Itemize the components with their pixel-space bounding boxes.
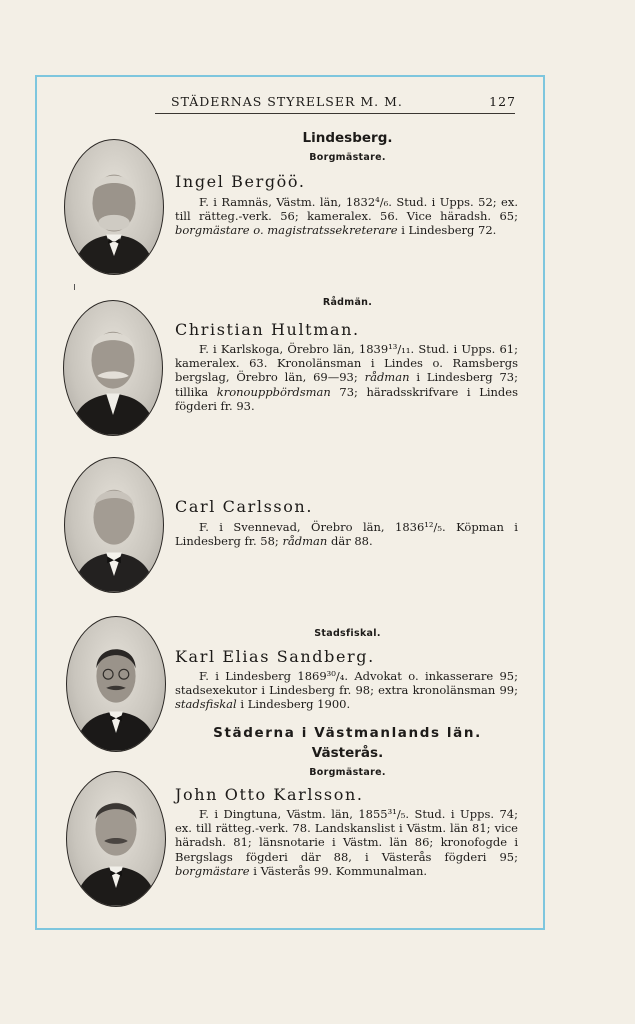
portrait-john-otto-karlsson [66, 771, 166, 907]
bio-title: kronouppbördsman [216, 384, 331, 399]
bio-title: borgmästare o. magistratssekreterare [175, 223, 398, 238]
bio-text: F. i Svennevad, Örebro län, 1836 [199, 520, 425, 534]
birth-date: ¹²/₅ [424, 520, 443, 534]
bio-title: rådman [364, 370, 410, 385]
section-radman: Rådmän. [322, 297, 373, 308]
bio-text: 73; häradsskrifvare i Lindes fögderi fr. 93. [175, 384, 518, 413]
name-christian-hultman: Christian Hultman. [175, 320, 360, 339]
birth-date: ³⁰/₄ [326, 669, 345, 683]
birth-date: ⁴/₆ [375, 195, 389, 209]
section-title-lindesberg: Lindesberg. [302, 130, 393, 146]
bio-christian-hultman [175, 342, 518, 413]
section-borgmastare-2: Borgmästare. [309, 767, 386, 778]
bio-title: rådman [282, 534, 328, 549]
bio-text: . Köpman i Lindesberg fr. 58; [175, 520, 518, 549]
bio-carl-carlsson [175, 520, 518, 548]
running-title: STÄDERNAS STYRELSER M. M. [171, 94, 403, 109]
bio-text: F. i Dingtuna, Västm. län, 1855 [199, 807, 388, 821]
portrait-christian-hultman [63, 300, 163, 436]
bio-text: . Stud. i Upps. 61; kameralex. 63. Kronolänsman i Lindes o. Ramsbergs bergslag, Örebro län, 69—93; [175, 342, 518, 385]
bio-text: där 88. [327, 534, 373, 549]
bio-text: F. i Karlskoga, Örebro län, 1839 [199, 342, 389, 356]
name-karl-elias-sandberg: Karl Elias Sandberg. [175, 647, 375, 666]
bio-text: . Advokat o. inkasserare 95; stadsexekutor i Lindesberg fr. 98; extra kronolänsman 99; [175, 669, 518, 698]
bio-text: . Stud. i Upps. 52; ex. till rätteg.-verk. 56; kameralex. 56. Vice häradsh. 65; [175, 195, 518, 224]
bio-ingel-bergoo [175, 195, 518, 238]
birth-date: ³¹/₅ [387, 807, 406, 821]
bio-text: . Stud. i Upps. 74; ex. till rätteg.-verk. 78. Landskanslist i Västm. län 81; vice häradsh. 81; länsnotarie i Västm. län 86; kronofogde i Bergslags fögderi där 88, i Västerås fögderi 95; [175, 807, 518, 864]
bio-text: F. i Lindesberg 1869 [199, 669, 327, 683]
section-title-vasteras: Västerås. [311, 745, 384, 761]
birth-date: ¹³/₁₁ [388, 342, 411, 356]
bio-text: i Lindesberg 1900. [236, 697, 351, 712]
name-john-otto-karlsson: John Otto Karlsson. [175, 785, 364, 804]
portrait-carl-carlsson [64, 457, 164, 593]
name-carl-carlsson: Carl Carlsson. [175, 497, 314, 516]
page-number: 127 [489, 94, 516, 109]
bio-karl-elias-sandberg [175, 669, 518, 712]
bio-text: F. i Ramnäs, Västm. län, 1832 [199, 195, 376, 209]
portrait-karl-elias-sandberg [66, 616, 166, 752]
name-ingel-bergoo: Ingel Bergöö. [175, 172, 306, 191]
bio-text: i Lindesberg 73; tillika [175, 370, 519, 399]
bio-text: i Västerås 99. Kommunalman. [249, 863, 428, 878]
bio-john-otto-karlsson [175, 807, 518, 878]
bio-text: i Lindesberg 72. [397, 223, 497, 238]
section-borgmastare-1: Borgmästare. [309, 152, 386, 163]
portrait-ingel-bergoo [64, 139, 164, 275]
stray-mark [74, 284, 75, 290]
section-title-vastmanland: Städerna i Västmanlands län. [213, 725, 482, 741]
bio-title: borgmästare [175, 863, 250, 878]
bio-title: stadsfiskal [175, 697, 237, 712]
section-stadsfiskal: Stadsfiskal. [314, 628, 381, 639]
header-rule [155, 113, 515, 114]
